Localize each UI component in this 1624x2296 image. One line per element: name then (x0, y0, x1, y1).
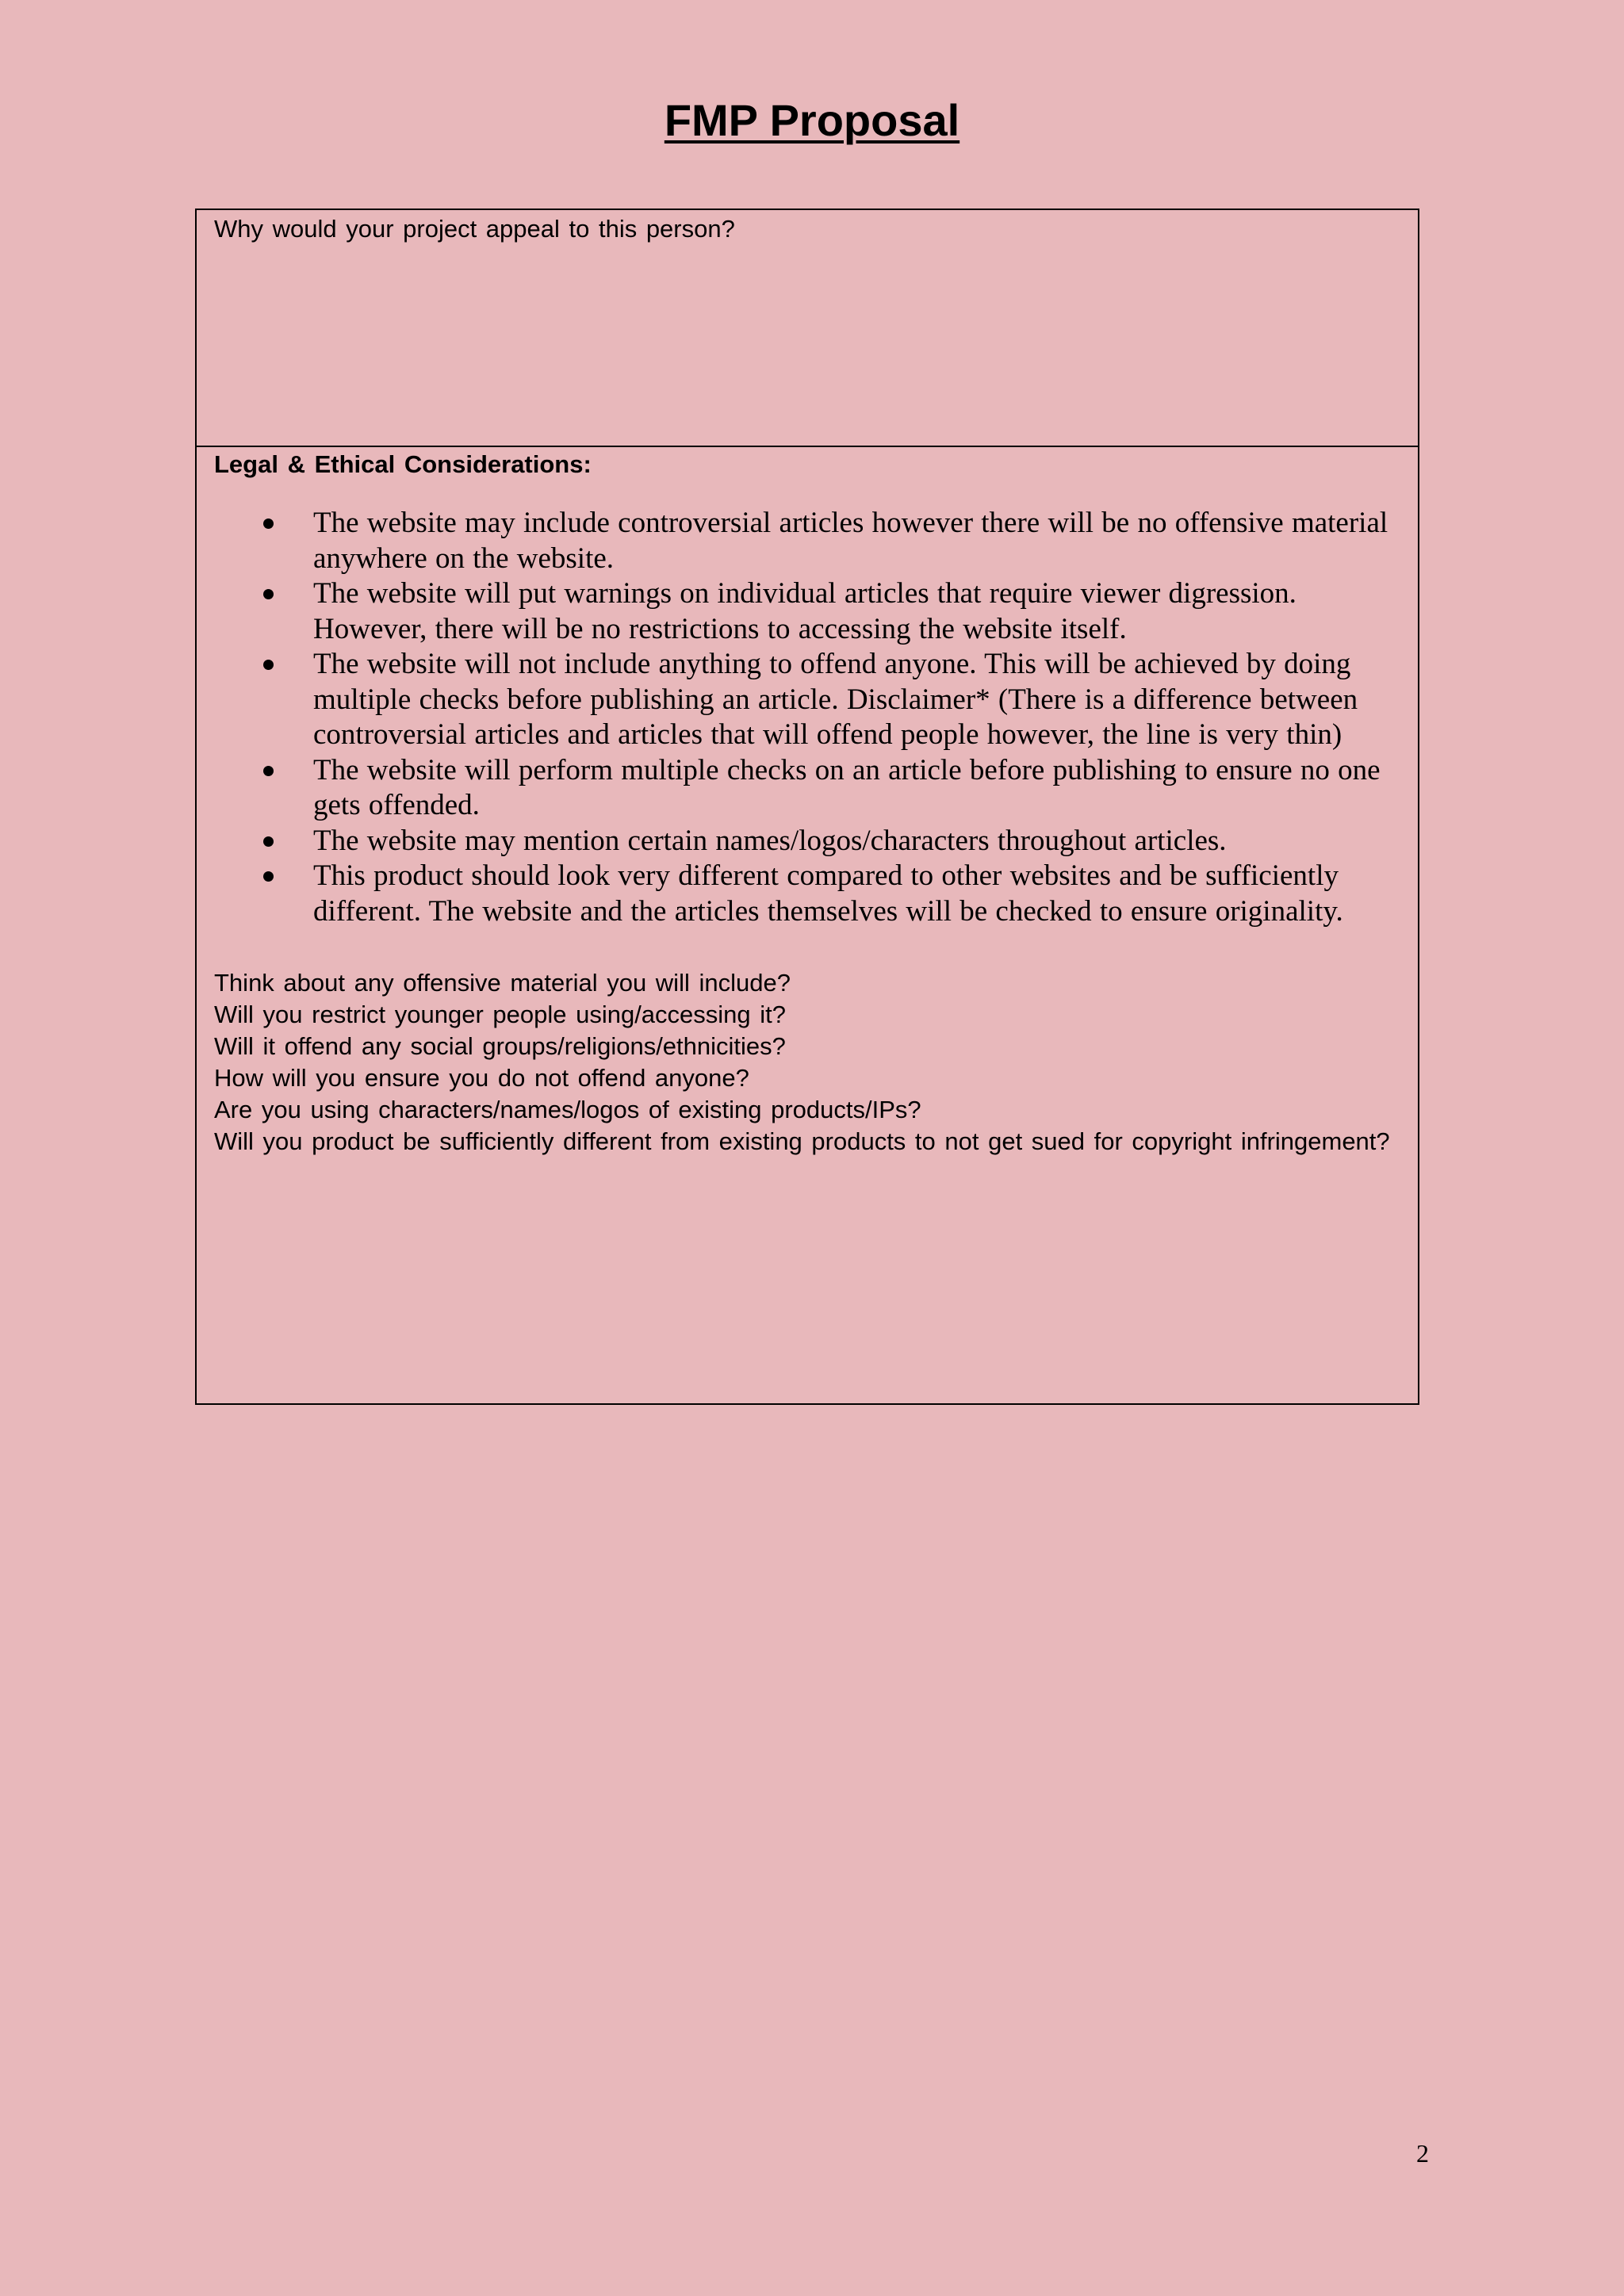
list-item-text: The website may mention certain names/logos/characters throughout articles. (313, 824, 1227, 857)
list-item-text: The website will perform multiple checks on an article before publishing to ensure no one gets offended. (313, 753, 1381, 821)
bullet-icon (263, 589, 274, 599)
list-item (197, 824, 1418, 859)
question-line: How will you ensure you do not offend anyone? (214, 1064, 749, 1092)
list-item (197, 576, 1418, 647)
list-item-text: This product should look very different compared to other websites and be sufficiently different. The website and the articles themselves will be checked to ensure originality. (313, 859, 1343, 928)
list-item-text: The website may include controversial articles however there will be no offensive material anywhere on the website. (313, 507, 1388, 575)
question-line: Will you product be sufficiently different from existing products to not get sued for copyright infringement? (214, 1127, 1390, 1155)
question-line: Will it offend any social groups/religions/ethnicities? (214, 1032, 786, 1060)
list-item (197, 506, 1418, 576)
bullet-icon (263, 871, 274, 882)
question-line: Will you restrict younger people using/accessing it? (214, 1001, 787, 1028)
considerations-list (197, 506, 1418, 929)
list-item (197, 859, 1418, 929)
page-number: 2 (1416, 2139, 1429, 2168)
bullet-icon (263, 836, 274, 847)
list-item (197, 647, 1418, 753)
proposal-table (195, 209, 1419, 1405)
appeal-cell (197, 210, 1418, 447)
list-item-text: The website will not include anything to offend anyone. This will be achieved by doing multiple checks before publishing an article. Disclaimer* (There is a difference between controversial articles and articles that will offend people however, the line is very thin) (313, 648, 1358, 751)
question-line: Are you using characters/names/logos of existing products/IPs? (214, 1096, 921, 1123)
guidance-questions (214, 967, 1404, 1158)
list-item (197, 753, 1418, 824)
legal-ethical-cell (197, 447, 1418, 1403)
legal-ethical-heading: Legal & Ethical Considerations: (214, 450, 592, 478)
bullet-icon (263, 519, 274, 529)
question-line: Think about any offensive material you will include? (214, 969, 791, 997)
list-item-text: The website will put warnings on individual articles that require viewer digression. However, there will be no restrictions to accessing the website itself. (313, 577, 1297, 645)
page-title: FMP Proposal (664, 95, 960, 145)
bullet-icon (263, 660, 274, 670)
bullet-icon (263, 766, 274, 776)
appeal-prompt: Why would your project appeal to this person? (214, 215, 735, 243)
